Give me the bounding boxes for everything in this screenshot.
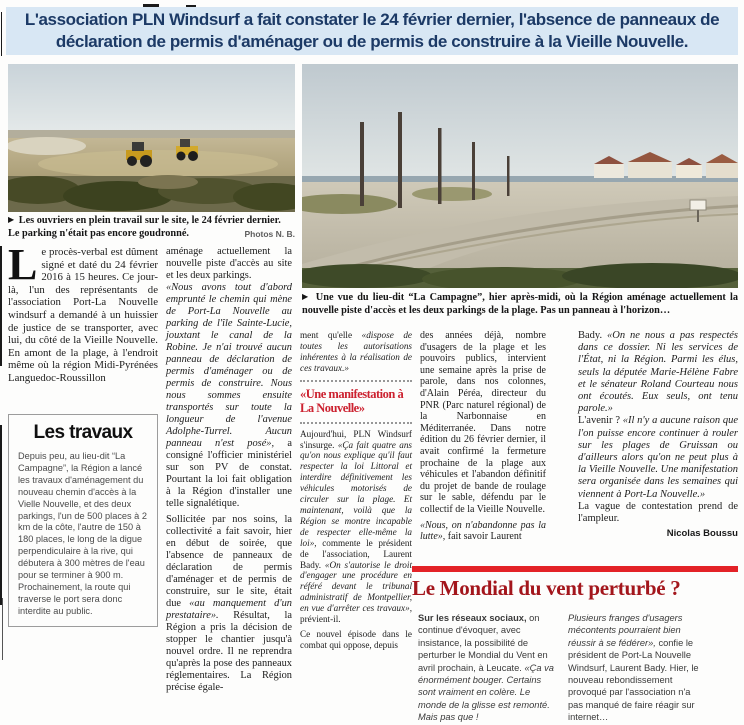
scan-artifact-line bbox=[1, 12, 2, 56]
col4-text: fait savoir Laurent bbox=[447, 531, 522, 543]
right-photo-caption bbox=[302, 292, 738, 317]
article-column-1 bbox=[8, 240, 158, 385]
mondial-text: on continue d'évoquer, avec insistance, la possibilité de perturber le Mondial du Vent en avril prochain, à Leucate. bbox=[418, 613, 548, 673]
scan-artifact-line bbox=[2, 598, 3, 660]
col5-paragraph bbox=[578, 501, 738, 525]
col3-text: commente le président de l'association, Laurent Bady. bbox=[300, 537, 412, 570]
beach-site-photo-graphic bbox=[302, 64, 738, 288]
left-caption-line1: Les ouvriers en plein travail sur le site, le 24 février dernier. bbox=[18, 215, 281, 226]
right-photo bbox=[302, 64, 738, 288]
photo-credit: Photos N. B. bbox=[244, 228, 295, 239]
col2-text: a consigné l'officier ministériel sur son PV de constat. Pourtant la loi fait obligation à la Région d'installer une telle signalétique. bbox=[166, 438, 292, 509]
sidebar-title: Les travaux bbox=[33, 422, 133, 443]
col2-quote: «Nous avons tout d'abord emprunté le chemin qui mène de Port-La Nouvelle au parking de l'île Sainte-Lucie, jouxtant le canal de la Robine. Je n'ai trouvé aucun panneau de déclaration de permis d'aménager ou de permis de construire. Nous nous sommes ensuite transportés sur toute la longueur de l'avenue Adolphe-Turrel. Aucun panneau n'est posé», bbox=[166, 282, 292, 449]
col3-quote: «dispose de toutes les autorisations inhérentes à la réalisation de ces travaux.» bbox=[300, 330, 412, 373]
headline-banner: L'association PLN Windsurf a fait constater le 24 février dernier, l'absence de panneaux de déclaration de permis d'aménager ou de permis de construire à la Vieille Nouvelle. bbox=[6, 7, 738, 55]
col3-text: prévient-il. bbox=[300, 614, 341, 625]
col2-paragraph bbox=[166, 514, 292, 694]
col3-paragraph bbox=[300, 429, 412, 625]
subhead-manifestation: «Une manifestation à La Nouvelle» bbox=[300, 380, 412, 424]
col3-paragraph bbox=[300, 629, 412, 651]
article-column-3 bbox=[300, 330, 412, 651]
mondial-bold-lead: Sur les réseaux sociaux, bbox=[418, 613, 527, 623]
left-photo bbox=[8, 64, 295, 212]
col5-quote: «On ne nous a pas respectés dans ce dossier. Ni les services de l'État, ni la Région. Parmi les élus, seuls la députée Marie-Hélène Fabre et le sénateur Roland Courteau nous ont écoutés. Eux seuls, ont tenu parole.» bbox=[578, 330, 739, 415]
scan-artifact-line bbox=[0, 425, 2, 605]
scan-artifact-line bbox=[0, 246, 2, 366]
col2-text: Sollicitée par nos soins, la collectivité a fait savoir, hier en début de soirée, que l'absence de panneaux de déclaration de permis d'aménager et de permis de construire, sur le site, était due bbox=[166, 514, 292, 609]
col2-paragraph bbox=[166, 246, 292, 282]
left-caption-line2: Le parking n'était pas encore goudronné. bbox=[8, 227, 189, 239]
col2-quote-paragraph bbox=[166, 282, 292, 510]
col1-paragraph: e procès-verbal est dûment signé et daté du 24 février 2016 à 15 heures. Ce jour-là, l'un des représentants de l'association Port-La Nouvelle windsurf a demandé à un huissier de justice de se transporter, avec lui, du côté de la Vieille Nouvelle. En amont de la plage, à l'endroit même où la région Midi-Pyrénées Languedoc-Roussillon bbox=[8, 246, 158, 384]
left-photo-caption bbox=[8, 215, 295, 240]
col4-paragraph bbox=[420, 330, 546, 516]
col5-paragraph bbox=[578, 415, 738, 500]
article-column-5 bbox=[578, 330, 738, 540]
drop-cap: L bbox=[8, 240, 38, 289]
col5-quote: «Il n'y a aucune raison que l'on puisse encore continuer à rouler sur les plages de Gruissan ou d'ailleurs alors qu'on ne peut plus à la Vieille Nouvelle. Une manifestation sera organisée dans les semaines qui viennent à Port-La Nouvelle.» bbox=[578, 415, 739, 500]
worksite-photo-graphic bbox=[8, 64, 295, 212]
col3-quote: «On s'autorise le droit d'engager une procédure en référé devant le tribunal administratif de Montpellier, en vue d'arrêter ces travaux», bbox=[300, 559, 413, 614]
mondial-title: Le Mondial du vent perturbé ? bbox=[412, 576, 681, 600]
col3-quote: «Ça fait quatre ans qu'on nous explique qu'il faut respecter la loi Littoral et interdire définitivement les véhicules motorisés de circuler sur la plage. Et maintenant, voilà que la Région se montre incapable de respecter elle-même la loi», bbox=[300, 439, 412, 548]
caption-arrow-icon: ▶ bbox=[8, 215, 15, 224]
col3-text: Aujourd'hui, PLN Windsurf s'insurge. bbox=[300, 428, 412, 450]
mondial-column-b bbox=[568, 612, 700, 724]
col3-text: ment qu'elle bbox=[300, 330, 362, 340]
col4-quote: «Nous, on n'abandonne pas la lutte», bbox=[420, 519, 546, 543]
article-column-4 bbox=[420, 330, 546, 543]
mondial-quote: «Ça va énormément bouger. Certains sont vraiment en colère. Le monde de la glisse est remonté. Mais pas que ! bbox=[418, 662, 554, 723]
col3-paragraph bbox=[300, 330, 412, 374]
byline: Nicolas Boussu bbox=[666, 528, 738, 540]
col5-text: Bady. bbox=[578, 330, 608, 341]
col5-text: L'avenir ? bbox=[578, 415, 623, 427]
right-caption-text: Une vue du lieu-dit “La Campagne”, hier après-midi, où la Région aménage actuellement la nouvelle piste d'accès et les deux parkings de la plage. Pas un panneau à l'horizon… bbox=[302, 292, 738, 316]
mondial-text: confie le président de Port-La Nouvelle Windsurf, Laurent Bady. Hier, le nouveau rebondissement provoqué par l'association n'a pas manqué de faire réagir sur internet… bbox=[568, 637, 699, 723]
caption-arrow-icon: ▶ bbox=[302, 292, 310, 301]
col4-text: des années déjà, nombre d'usagers de la plage et les pouvoirs publics, intervient une semaine après la prise de parole, dans nos colonnes, d'Alain Péréa, directeur du PNR (Parc naturel régional) de la Narbonnaise en Méditerranée. Dans notre édition du 26 février dernier, il avait confirmé la fermeture prochaine de la plage aux véhicules et l'abandon définitif du projet de bande de roulage sur le sable, défendu par le collectif de la Vieille Nouvelle. bbox=[420, 330, 546, 515]
col2-quote: «au manquement d'un prestataire». bbox=[166, 598, 292, 621]
mondial-column-a bbox=[418, 612, 558, 724]
sidebar-box-travaux bbox=[8, 414, 158, 627]
mondial-red-bar bbox=[412, 566, 738, 572]
col5-text: La vague de contestation prend de l'ampleur. bbox=[578, 500, 738, 525]
mondial-quote: Plusieurs franges d'usagers mécontents pourraient bien réussir à se fédérer», bbox=[568, 613, 683, 648]
col2-text: aménage actuellement la nouvelle piste d'accès au site et les deux parkings. bbox=[166, 246, 292, 281]
col5-paragraph bbox=[578, 330, 738, 415]
col3-text: Ce nouvel épisode dans le combat qui oppose, depuis bbox=[300, 628, 412, 650]
article-column-2 bbox=[166, 246, 292, 694]
col4-paragraph bbox=[420, 520, 546, 543]
col2-text: Résultat, la Région a pris la décision de stopper le chantier jusqu'à nouvel ordre. Il ne reprendra qu'après la pose des panneaux réglementaires. La Région précise égale- bbox=[166, 610, 292, 693]
sidebar-body: Depuis peu, au lieu-dit “La Campagne”, la Région a lancé les travaux d'aménagement du nouveau chemin d'accès à la Vielle Nouvelle, et des deux parkings, l'un de 500 places à 2 km de la côte, l'autre de 150 à 180 places, le long de la digue perpendiculaire à la rive, qui débutera à 300 mètres de l'eau pour se terminer à 900 m. Prochainement, la route qui traverse le port sera donc interdite au public. bbox=[18, 451, 147, 616]
